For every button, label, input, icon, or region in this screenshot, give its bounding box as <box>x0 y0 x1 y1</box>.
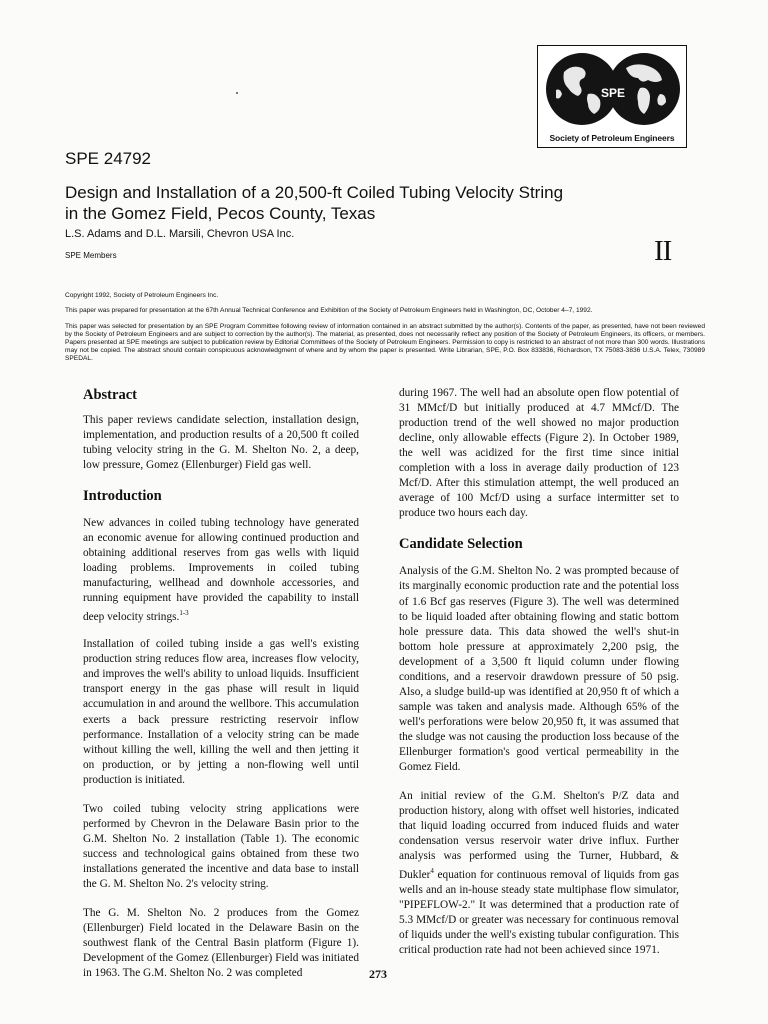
abstract-text: This paper reviews candidate selection, installation design, implementation, and production results of a 20,500 ft coiled tubing velocity string in the G. M. Shelton No. 2, a deep, low pressure, Gomez (Ellenburger) Field gas well. <box>83 414 359 472</box>
review-notice: This paper was selected for presentation by an SPE Program Committee following review of information contained in an abstract submitted by the author(s). Contents of the paper, as presented, have not been reviewed by the Society of Petroleum Engineers and are subject to correction by the author(s). The material, as presented, does not necessarily reflect any position of the Society of Petroleum Engineers, its officers, or members. Papers presented at SPE meetings are subject to publication review by Editorial Committees of the Society of Petroleum Engineers. Permission to copy is restricted to an abstract of not more than 300 words. Illustrations may not be copied. The abstract should contain conspicuous acknowledgment of where and by whom the paper is presented. Write Librarian, SPE, P.O. Box 833836, Richardson, TX 75083-3836 U.S.A. Telex, 730989 SPEDAL. <box>65 323 705 363</box>
candidate-paragraph-1: Analysis of the G.M. Shelton No. 2 was prompted because of its marginally economic production rate and the potential loss of 1.6 Bcf gas reserves (Figure 3). The well was determined to be liquid loaded after obtaining flowing and static bottom hole pressure data. This data showed the well's shut-in bottom hole pressure at approximately 2,200 psig, the development of a 3,500 ft liquid column under flowing conditions, and a reservoir drawdown pressure of 50 psig. Also, a sludge build-up was identified at 20,950 ft of which a sample was taken and analysis made. Although 65% of the well's perforations were below 20,950 ft, it was assumed that the sludge was not causing the production loss because of the Ellenburger formation's good vertical permeability in the Gomez Field. <box>399 565 679 774</box>
candidate-paragraph-2-text-b: equation for continuous removal of liquids from gas wells and an in-house steady state multiphase flow simulator, "PIPEFLOW-2." It was determined that a production rate of 5.3 MMcf/D or greater was necessary for continuous removal of liquids under the well's existing tubular configuration. This critical production rate had not been achieved since 1971. <box>399 869 679 957</box>
intro-paragraph-3: Two coiled tubing velocity string applications were performed by Chevron in the Delaware Basin prior to the G.M. Shelton No. 2 installation (Table 1). The economic success and technological gains obtained from these two installations generated the incentive and data base to install the G. M. Shelton No. 2's velocity string. <box>83 802 359 890</box>
spe-logo <box>537 45 687 148</box>
intro-paragraph-2: Installation of coiled tubing inside a gas well's existing production string reduces flow area, increases flow velocity, and improves the well's ability to unload liquids. Insufficient transport energy in the gas phase will result in liquid accumulation in and around the wellbore. This accumulation exerts a back pressure restricting reservoir inflow performance. Installation of a velocity string can be made without killing the well, killing the well and then jetting it on production, or by jetting a non-flowing well until production is initiated. <box>83 638 359 786</box>
title-line-1: Design and Installation of a 20,500-ft Coiled Tubing Velocity String <box>65 183 564 202</box>
paper-title <box>65 182 665 224</box>
svg-text:SPE: SPE <box>600 86 626 100</box>
candidate-reference: 4 <box>430 867 434 876</box>
logo-caption: Society of Petroleum Engineers <box>549 133 675 143</box>
paper-number: SPE 24792 <box>65 149 152 168</box>
copyright-notice: Copyright 1992, Society of Petroleum Engineers Inc. <box>65 292 219 299</box>
candidate-selection-heading: Candidate Selection <box>399 536 523 553</box>
page-number: 273 <box>369 967 387 981</box>
title-line-2: in the Gomez Field, Pecos County, Texas <box>65 204 376 223</box>
intro-paragraph-4: The G. M. Shelton No. 2 produces from the Gomez (Ellenburger) Field located in the Delaware Basin on the southwest flank of the Central Basin platform (Figure 1). Development of the Gomez (Ellenburger) Field was initiated in 1963. The G.M. Shelton No. 2 was completed <box>83 907 359 980</box>
abstract-heading: Abstract <box>83 387 137 403</box>
right-column <box>399 386 679 958</box>
session-mark: II <box>654 235 672 267</box>
intro-reference: 1-3 <box>179 609 189 618</box>
intro-paragraph-1 <box>83 516 359 625</box>
intro-paragraph-1-text: New advances in coiled tubing technology have generated an economic avenue for allowing continued production and obtaining additional reserves from gas wells with liquid loading problems. Improvements in coiled tubing manufacturing, wellhead and downhole accessories, and running equipment have provided the capability to install deep velocity strings. <box>83 517 359 624</box>
presentation-note: This paper was prepared for presentation at the 67th Annual Technical Conference and Exhibition of the Society of Petroleum Engineers held in Washington, DC, October 4–7, 1992. <box>65 307 593 314</box>
candidate-paragraph-2-text-a: An initial review of the G.M. Shelton's P/Z data and production history, along with offset well histories, indicated that liquid loading occurred from induced fluids and water condensation versus reservoir water drive influx. Further analysis was performed using the Turner, Hubbard, & Dukler <box>399 790 679 882</box>
continued-paragraph: during 1967. The well had an absolute open flow potential of 31 MMcf/D but initially produced at 4.7 MMcf/D. The production trend of the well showed no major production decline, only allowable effects (Figure 2). In October 1989, the well was acidized for the first time since initial completion with a loss in average daily production of 123 Mcf/D. After this stimulation attempt, the well produced an average of 100 Mcf/D using a surface intermitter set to produce two hours each day. <box>399 387 679 520</box>
introduction-heading: Introduction <box>83 488 162 505</box>
scan-speck <box>236 92 238 94</box>
globe-emblem-icon <box>544 50 682 128</box>
candidate-paragraph-2 <box>399 789 679 958</box>
spe-members-label: SPE Members <box>65 251 117 260</box>
authors-line: L.S. Adams and D.L. Marsili, Chevron USA Inc. <box>65 228 295 240</box>
left-column <box>83 386 359 981</box>
